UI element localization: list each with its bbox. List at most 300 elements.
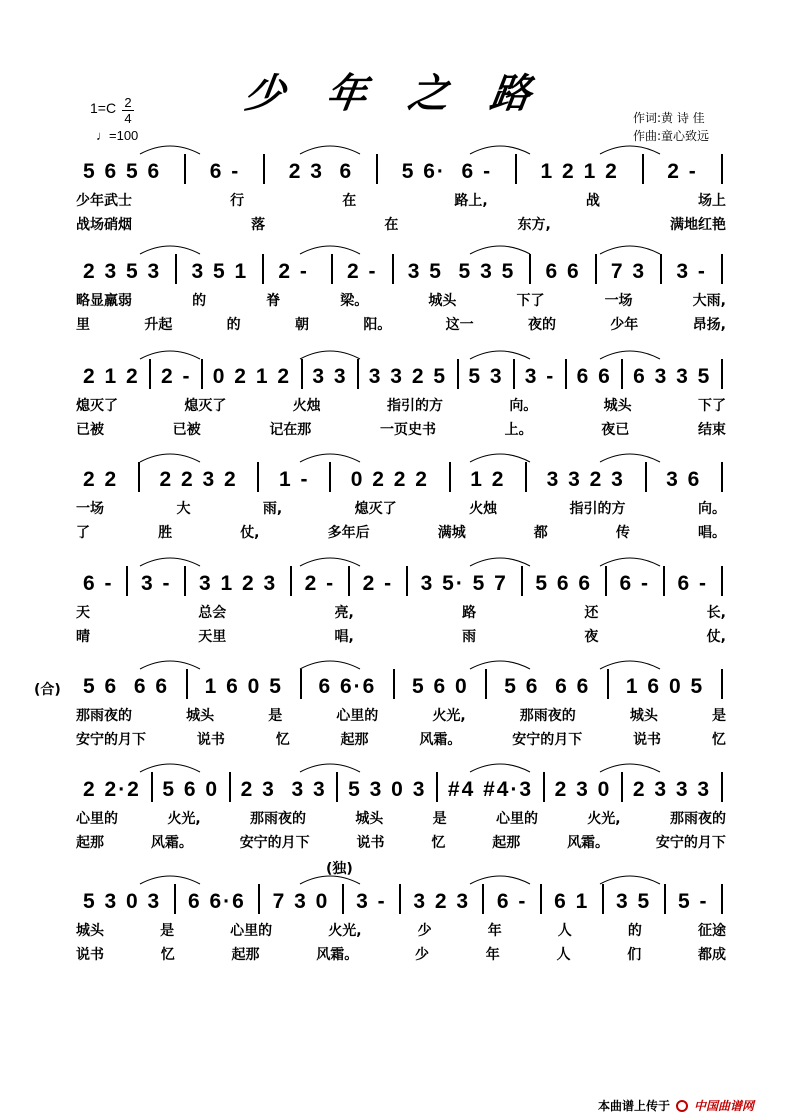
section-tag: (独) xyxy=(326,861,353,877)
lyric-word: 说书 xyxy=(356,835,385,851)
slur-arc xyxy=(470,454,530,462)
lyric-word: 火烛 xyxy=(469,501,498,517)
barline xyxy=(184,154,186,184)
lyrics-verse-2 xyxy=(76,944,726,964)
lyric-word: 唱。 xyxy=(697,525,726,541)
slur-arc xyxy=(300,661,360,669)
lyric-word: 都 xyxy=(533,525,548,541)
note-group: 3 - xyxy=(676,260,707,283)
barline xyxy=(525,462,527,492)
slur-arc xyxy=(140,146,200,154)
lyric-word: 忆 xyxy=(160,947,175,963)
lyric-word: 是 xyxy=(268,708,283,724)
note-group: 6 - xyxy=(83,572,114,595)
slur-arc xyxy=(140,246,200,254)
lyric-word: 城头 xyxy=(186,708,215,724)
lyric-word: 忆 xyxy=(431,835,446,851)
lyric-word: 人 xyxy=(556,947,571,963)
note-group: 6 - xyxy=(209,160,241,183)
lyric-word: 都成 xyxy=(698,947,726,963)
lyric-word: 风霜。 xyxy=(150,835,193,851)
note-group: 2 3 3 3 xyxy=(632,778,712,801)
note-group: 5 3 0 3 xyxy=(83,890,162,913)
note-group: 2 3 6 xyxy=(288,160,354,183)
note-group: 2 3 0 xyxy=(554,778,612,801)
note-group: 1 6 0 5 xyxy=(625,675,705,698)
barline xyxy=(175,254,177,284)
lyric-word: 说书 xyxy=(76,947,104,963)
lyrics-verse-1 xyxy=(76,808,726,828)
barline xyxy=(201,359,203,389)
lyric-word: 指引的方 xyxy=(569,501,626,517)
barline xyxy=(605,566,607,596)
lyric-word: 记在那 xyxy=(269,422,312,438)
slur-arc xyxy=(140,764,200,772)
note-group: 7 3 xyxy=(610,260,647,283)
slur-arc xyxy=(140,876,200,884)
lyric-word: 场上 xyxy=(697,193,726,209)
note-group: 2 2 xyxy=(83,468,119,491)
barline xyxy=(376,154,378,184)
lyric-word: 大雨, xyxy=(692,293,726,309)
slur-arc xyxy=(470,661,530,669)
lyrics-verse-2 xyxy=(76,214,726,234)
barline xyxy=(301,359,303,389)
note-group: 5 6 6 6 xyxy=(504,675,591,698)
lyric-word: 风霜。 xyxy=(567,835,610,851)
barline xyxy=(357,359,359,389)
barline xyxy=(331,254,333,284)
barline xyxy=(290,566,292,596)
slur-arc xyxy=(140,661,200,669)
lyric-word: 安宁的月下 xyxy=(655,835,726,851)
lyric-word: 安宁的月下 xyxy=(76,732,146,748)
lyric-word: 一页史书 xyxy=(379,422,436,438)
note-group: 3 3 2 5 xyxy=(368,365,448,388)
score-system xyxy=(0,150,790,250)
lyric-word: 结束 xyxy=(697,422,726,438)
note-group: 2 3 3 3 xyxy=(240,778,327,801)
barline xyxy=(660,254,662,284)
slur-marks xyxy=(0,444,790,464)
barline xyxy=(485,669,487,699)
site-name: 中国曲谱网 xyxy=(694,1099,755,1113)
lyric-word: 略显羸弱 xyxy=(76,293,132,309)
note-group: 2 - xyxy=(161,365,192,388)
lyric-word: 说书 xyxy=(196,732,225,748)
slur-arc xyxy=(300,246,360,254)
barline xyxy=(138,462,140,492)
lyric-word: 路上, xyxy=(454,193,488,209)
barline xyxy=(607,669,609,699)
lyric-word: 心里的 xyxy=(230,923,273,939)
lyric-word: 满地红艳 xyxy=(669,217,726,233)
slur-arc xyxy=(600,876,660,884)
slur-arc xyxy=(140,351,200,359)
note-group: 3 5· 5 7 xyxy=(420,572,508,595)
note-group: 1 2 xyxy=(470,468,506,491)
lyric-word: 少 xyxy=(415,947,429,963)
barline xyxy=(406,566,408,596)
score-system xyxy=(0,562,790,662)
lyric-word: 说书 xyxy=(633,732,662,748)
lyric-word: 一场 xyxy=(604,293,633,309)
barline xyxy=(642,154,644,184)
lyric-word: 在 xyxy=(342,193,357,209)
note-group: 1 6 0 5 xyxy=(204,675,283,698)
lyric-word: 城头 xyxy=(629,708,658,724)
note-group: 6 6 xyxy=(576,365,612,388)
lyrics-verse-1 xyxy=(76,190,726,210)
slur-arc xyxy=(600,661,660,669)
barline xyxy=(149,359,151,389)
barline xyxy=(621,359,623,389)
barline xyxy=(721,772,723,802)
lyrics-verse-2 xyxy=(76,314,726,334)
lyric-word: 总会 xyxy=(198,605,227,621)
lyric-word: 的 xyxy=(627,923,642,939)
barline xyxy=(229,772,231,802)
barline xyxy=(602,884,604,914)
slur-arc xyxy=(470,146,530,154)
barline xyxy=(645,462,647,492)
lyric-word: 那雨夜的 xyxy=(76,708,132,724)
barline xyxy=(392,254,394,284)
lyric-word: 朝 xyxy=(294,317,309,333)
note-group: 6 - xyxy=(677,572,709,595)
barline xyxy=(721,669,723,699)
score-system xyxy=(0,250,790,350)
barline xyxy=(436,772,438,802)
lyric-word: 少年 xyxy=(610,317,639,333)
lyric-word: 那雨夜的 xyxy=(669,811,726,827)
lyric-word: 安宁的月下 xyxy=(512,732,583,748)
note-group: 5 6 6 xyxy=(535,572,593,595)
lyric-word: 少年武士 xyxy=(76,193,132,209)
barline xyxy=(449,462,451,492)
lyric-word: 下了 xyxy=(516,293,545,309)
lyric-word: 仗, xyxy=(706,629,726,645)
section-tag: (合) xyxy=(34,682,61,698)
lyric-word: 亮, xyxy=(334,605,354,621)
lyric-word: 战场硝烟 xyxy=(76,217,132,233)
lyrics-verse-1 xyxy=(76,395,726,415)
lyric-word: 城头 xyxy=(355,811,384,827)
lyric-word: 天里 xyxy=(198,629,227,645)
barline xyxy=(258,884,260,914)
barline xyxy=(348,566,350,596)
barline xyxy=(595,254,597,284)
note-group: 6 - xyxy=(619,572,651,595)
lyric-word: 梁。 xyxy=(340,293,369,309)
lyric-word: 向。 xyxy=(697,501,726,517)
note-group: 5 3 xyxy=(468,365,504,388)
key-signature: 1=C xyxy=(90,100,117,116)
lyric-word: 城头 xyxy=(76,923,104,939)
lyric-word: 熄灭了 xyxy=(354,501,397,517)
upload-text: 本曲谱上传于 xyxy=(598,1099,671,1113)
lyrics-verse-1 xyxy=(76,290,726,310)
lyric-word: 心里的 xyxy=(495,811,538,827)
note-group: 3 5 xyxy=(616,890,652,913)
lyric-word: 是 xyxy=(711,708,726,724)
lyric-word: 仗, xyxy=(240,525,260,541)
lyric-word: 战 xyxy=(585,193,600,209)
note-group: 2 1 2 xyxy=(83,365,140,388)
lyric-word: 升起 xyxy=(144,317,173,333)
note-group: 2 - xyxy=(278,260,317,283)
lyric-word: 雨, xyxy=(262,501,283,517)
slur-arc xyxy=(470,351,530,359)
lyrics-verse-1 xyxy=(76,498,726,518)
note-group: 5 6 0 xyxy=(162,778,220,801)
lyric-word: 忆 xyxy=(275,732,290,748)
lyric-word: 昂扬, xyxy=(692,317,726,333)
lyrics-verse-2 xyxy=(76,419,726,439)
song-title: 少 年 之 路 xyxy=(241,70,548,117)
lyric-word: 风霜。 xyxy=(419,732,462,748)
note-group: #4 #4·3 xyxy=(447,778,534,801)
note-group: 2 - xyxy=(346,260,378,283)
note-group: 2 2 3 2 xyxy=(159,468,238,491)
lyric-word: 起那 xyxy=(492,835,521,851)
lyric-word: 上。 xyxy=(504,422,533,438)
lyric-word: 城头 xyxy=(428,293,457,309)
note-group: 5 - xyxy=(677,890,709,913)
meter-bottom: 4 xyxy=(124,111,132,126)
slur-marks xyxy=(0,236,790,256)
slur-marks xyxy=(0,136,790,156)
slur-arc xyxy=(300,876,360,884)
lyric-word: 那雨夜的 xyxy=(249,811,306,827)
lyric-word: 火光, xyxy=(167,811,201,827)
site-logo-icon xyxy=(676,1100,688,1112)
barline xyxy=(543,772,545,802)
lyric-word: 起那 xyxy=(340,732,369,748)
barline xyxy=(721,884,723,914)
lyric-word: 的 xyxy=(226,317,241,333)
slur-marks xyxy=(0,341,790,361)
note-group: 3 6 xyxy=(666,468,702,491)
slur-arc xyxy=(600,146,660,154)
score-system xyxy=(0,665,790,765)
barline xyxy=(186,669,188,699)
lyric-word: 晴 xyxy=(76,629,90,645)
time-signature xyxy=(122,95,134,126)
lyric-word: 夜的 xyxy=(527,317,556,333)
lyric-word: 是 xyxy=(432,811,447,827)
slur-arc xyxy=(470,764,530,772)
lyric-word: 了 xyxy=(76,525,90,541)
barline xyxy=(263,154,265,184)
lyric-word: 阳。 xyxy=(363,317,392,333)
lyric-word: 夜 xyxy=(584,629,599,645)
barline xyxy=(151,772,153,802)
lyric-word: 下了 xyxy=(697,398,726,414)
lyric-word: 还 xyxy=(584,605,599,621)
composer-credit: 作曲:童心致远 xyxy=(633,129,710,143)
lyrics-verse-1 xyxy=(76,602,726,622)
note-group: 6 6·6 xyxy=(187,890,246,913)
lyric-word: 天 xyxy=(76,605,90,621)
slur-arc xyxy=(300,764,360,772)
score-system xyxy=(0,458,790,558)
lyric-word: 脊 xyxy=(266,293,281,309)
barline xyxy=(257,462,259,492)
lyric-word: 路 xyxy=(462,605,477,621)
lyric-word: 向。 xyxy=(509,398,538,414)
barline xyxy=(126,566,128,596)
barline xyxy=(621,772,623,802)
slur-arc xyxy=(470,558,530,566)
barline xyxy=(482,884,484,914)
slur-arc xyxy=(300,454,360,462)
note-group: 3 3 xyxy=(312,365,348,388)
note-group: 6 1 xyxy=(554,890,590,913)
lyric-word: 心里的 xyxy=(76,811,118,827)
note-group: 3 1 2 3 xyxy=(198,572,278,595)
lyric-word: 胜 xyxy=(158,525,173,541)
lyrics-verse-1 xyxy=(76,705,726,725)
lyric-word: 火光, xyxy=(328,923,362,939)
note-group: 5 6· 6 - xyxy=(401,160,493,183)
lyric-word: 城头 xyxy=(603,398,632,414)
note-group: 5 6 5 6 xyxy=(83,160,162,183)
barline xyxy=(184,566,186,596)
note-group: 5 6 6 6 xyxy=(83,675,170,698)
lyric-word: 是 xyxy=(160,923,175,939)
barline xyxy=(721,154,723,184)
barline xyxy=(399,884,401,914)
lyric-word: 起那 xyxy=(231,947,260,963)
barline xyxy=(529,254,531,284)
slur-marks xyxy=(0,866,790,886)
barline xyxy=(300,669,302,699)
lyrics-verse-1 xyxy=(76,920,726,940)
barline xyxy=(457,359,459,389)
lyric-word: 安宁的月下 xyxy=(239,835,310,851)
barline xyxy=(540,884,542,914)
lyric-word: 雨 xyxy=(462,629,477,645)
lyric-word: 东方, xyxy=(517,217,551,233)
note-group: 2 3 5 3 xyxy=(83,260,162,283)
lyric-word: 唱, xyxy=(334,629,354,645)
lyric-word: 已被 xyxy=(172,422,201,438)
lyric-word: 夜已 xyxy=(601,422,630,438)
note-group: 6 - xyxy=(496,890,528,913)
note-group: 6 6·6 xyxy=(318,675,377,698)
lyric-word: 风霜。 xyxy=(316,947,359,963)
lyric-word: 火光, xyxy=(432,708,466,724)
lyric-word: 年 xyxy=(487,923,502,939)
note-group: 6 6 xyxy=(545,260,581,283)
barline xyxy=(515,154,517,184)
note-group: 2 - xyxy=(304,572,336,595)
lyric-word: 们 xyxy=(627,947,642,963)
barline xyxy=(721,254,723,284)
lyric-word: 这一 xyxy=(445,317,474,333)
slur-arc xyxy=(600,454,660,462)
slur-arc xyxy=(470,246,530,254)
lyric-word: 征途 xyxy=(697,923,726,939)
note-group: 2 2·2 xyxy=(83,778,141,801)
slur-arc xyxy=(140,454,200,462)
barline xyxy=(721,462,723,492)
note-group: 2 - xyxy=(667,160,698,183)
barline xyxy=(721,566,723,596)
note-group: 0 2 2 2 xyxy=(350,468,429,491)
footer xyxy=(598,1097,754,1114)
note-group: 3 3 2 3 xyxy=(546,468,625,491)
lyric-word: 一场 xyxy=(76,501,104,517)
slur-marks xyxy=(0,754,790,774)
note-group: 3 - xyxy=(524,365,556,388)
lyric-word: 行 xyxy=(230,193,245,209)
slur-arc xyxy=(600,764,660,772)
lyric-word: 心里的 xyxy=(336,708,379,724)
slur-arc xyxy=(300,351,360,359)
slur-arc xyxy=(300,146,360,154)
note-group: 3 - xyxy=(356,890,387,913)
tempo-mark: ♩=100 xyxy=(96,128,139,140)
slur-marks xyxy=(0,548,790,568)
slur-arc xyxy=(470,876,530,884)
slur-arc xyxy=(600,351,660,359)
lyric-word: 火光, xyxy=(587,811,621,827)
lyrics-verse-2 xyxy=(76,832,726,852)
meter-top: 2 xyxy=(124,95,132,110)
barline xyxy=(174,884,176,914)
lyric-word: 火烛 xyxy=(292,398,321,414)
lyric-word: 人 xyxy=(557,923,572,939)
note-group: 1 - xyxy=(278,468,310,491)
lyricist-credit: 作词:黄 诗 佳 xyxy=(633,111,705,125)
lyric-word: 的 xyxy=(192,293,207,309)
slur-arc xyxy=(300,558,360,566)
lyric-word: 起那 xyxy=(76,835,104,851)
lyric-word: 少 xyxy=(417,923,432,939)
barline xyxy=(513,359,515,389)
barline xyxy=(336,772,338,802)
lyric-word: 年 xyxy=(485,947,500,963)
score-system xyxy=(0,768,790,868)
note-group: 1 2 1 2 xyxy=(540,160,619,183)
lyric-word: 在 xyxy=(384,217,399,233)
note-group: 5 6 0 xyxy=(411,675,469,698)
barline xyxy=(342,884,344,914)
barline xyxy=(329,462,331,492)
barline xyxy=(663,566,665,596)
lyric-word: 熄灭了 xyxy=(76,398,118,414)
barline xyxy=(664,884,666,914)
lyric-word: 落 xyxy=(251,217,266,233)
lyric-word: 传 xyxy=(615,525,630,541)
score-system xyxy=(0,355,790,455)
lyric-word: 忆 xyxy=(711,732,726,748)
lyric-word: 长, xyxy=(706,605,726,621)
note-group: 5 3 0 3 xyxy=(348,778,427,801)
note-group: 3 5 1 xyxy=(191,260,249,283)
barline xyxy=(393,669,395,699)
score-system xyxy=(0,861,790,980)
lyrics-verse-2 xyxy=(76,522,726,542)
barline xyxy=(721,359,723,389)
lyric-word: 熄灭了 xyxy=(184,398,227,414)
note-group: 6 3 3 5 xyxy=(633,365,712,388)
barline xyxy=(565,359,567,389)
slur-marks xyxy=(0,651,790,671)
lyric-word: 满城 xyxy=(437,525,466,541)
